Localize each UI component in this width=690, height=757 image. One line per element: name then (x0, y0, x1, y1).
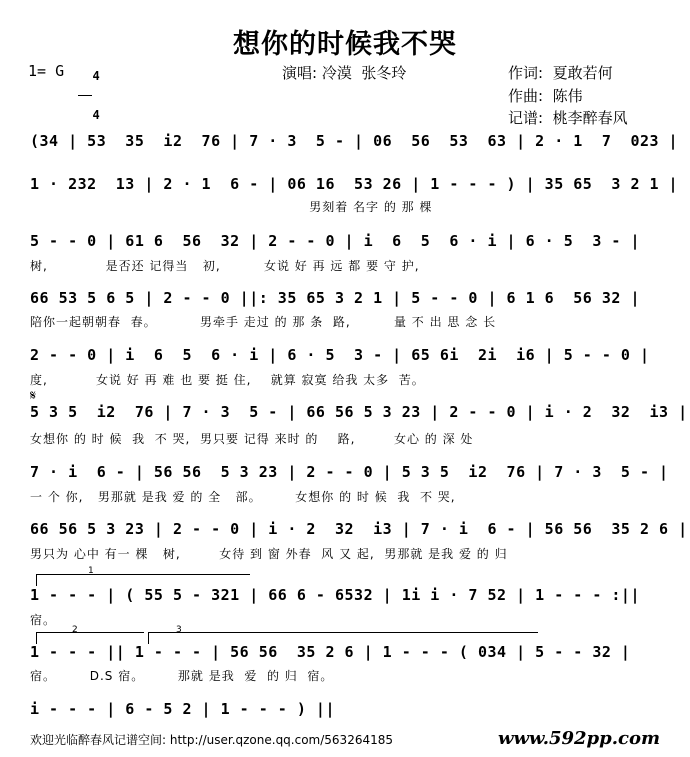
time-signature-top: 4 (92, 69, 100, 83)
song-title: 想你的时候我不哭 (233, 29, 457, 60)
lyric-line-3: 树, 是否还 记得当 初, 女说 好 再 远 都 要 守 护, (30, 259, 420, 273)
notation-line-6: 5 3 5 i2 76 | 7 · 3 5 - | 66 56 5 3 23 | 2 - - 0 | i · 2 32 i3 | (30, 403, 688, 421)
volta-number-2: 2 (72, 625, 78, 635)
notation-line-10: 1 - - - || 1 - - - | 56 56 35 2 6 | 1 - - - ( 034 | 5 - - 32 | (30, 643, 631, 661)
lyricist-credit: 作词: 夏敢若何 (508, 64, 613, 82)
lyric-line-5: 度, 女说 好 再 难 也 要 挺 住, 就算 寂寞 给我 太多 苦。 (30, 373, 425, 387)
notation-line-11: i - - - | 6 - 5 2 | 1 - - - ) || (30, 700, 335, 718)
transcriber-credit: 记谱: 桃李醉春风 (508, 109, 628, 127)
volta-bracket-1-tick (36, 574, 37, 586)
composer-credit: 作曲: 陈伟 (508, 87, 583, 105)
volta-number-1: 1 (88, 566, 94, 576)
lyric-line-9: 宿。 (30, 613, 57, 627)
volta-bracket-2 (36, 632, 144, 633)
volta-bracket-1 (36, 574, 250, 575)
singer-credit: 演唱: 冷漠 张冬玲 (282, 64, 407, 82)
time-signature-divider (78, 95, 92, 96)
segno-sign: 𝄋 (30, 388, 37, 404)
footer-text: 欢迎光临醉春风记谱空间: http://user.qzone.qq.com/563264185 (30, 733, 394, 747)
lyric-line-7: 一 个 你, 男那就 是我 爱 的 全 部。 女想你 的 时 候 我 不 哭, (30, 490, 456, 504)
notation-line-1: (34 | 53 35 i2 76 | 7 · 3 5 - | 06 56 53 63 | 2 · 1 7 023 | (30, 132, 679, 150)
notation-line-8: 66 56 5 3 23 | 2 - - 0 | i · 2 32 i3 | 7 · i 6 - | 56 56 35 2 6 | (30, 520, 688, 538)
volta-bracket-3 (148, 632, 538, 633)
volta-number-3: 3 (176, 625, 182, 635)
notation-line-3: 5 - - 0 | 61 6 56 32 | 2 - - 0 | i 6 5 6 · i | 6 · 5 3 - | (30, 232, 640, 250)
notation-line-5: 2 - - 0 | i 6 5 6 · i | 6 · 5 3 - | 65 6i 2i i6 | 5 - - 0 | (30, 346, 650, 364)
notation-line-4: 66 53 5 6 5 | 2 - - 0 ||: 35 65 3 2 1 | 5 - - 0 | 6 1 6 56 32 | (30, 289, 640, 307)
time-signature (78, 58, 100, 122)
notation-line-9: 1 - - - | ( 55 5 - 321 | 66 6 - 6532 | 1i i · 7 52 | 1 - - - :|| (30, 586, 640, 604)
time-signature-bottom: 4 (92, 108, 100, 122)
lyric-line-8: 男只为 心中 有一 棵 树, 女待 到 窗 外春 风 又 起, 男那就 是我 爱 的 归 (30, 547, 508, 561)
notation-line-2: 1 · 232 13 | 2 · 1 6 - | 06 16 53 26 | 1 - - - ) | 35 65 3 2 1 | (30, 175, 679, 193)
notation-line-7: 7 · i 6 - | 56 56 5 3 23 | 2 - - 0 | 5 3 5 i2 76 | 7 · 3 5 - | (30, 463, 669, 481)
lyric-line-2: 男刻着 名字 的 那 棵 (30, 200, 433, 214)
lyric-line-10: 宿。 D.S 宿。 那就 是我 爱 的 归 宿。 (30, 669, 334, 683)
lyric-line-6: 女想你 的 时 候 我 不 哭, 男只要 记得 来时 的 路, 女心 的 深 处 (30, 432, 474, 446)
lyric-line-4: 陪你一起朝朝春 春。 男牵手 走过 的 那 条 路, 量 不 出 思 念 长 (30, 315, 497, 329)
site-logo: www.592pp.com (498, 728, 660, 749)
key-signature: 1= G (28, 62, 65, 80)
